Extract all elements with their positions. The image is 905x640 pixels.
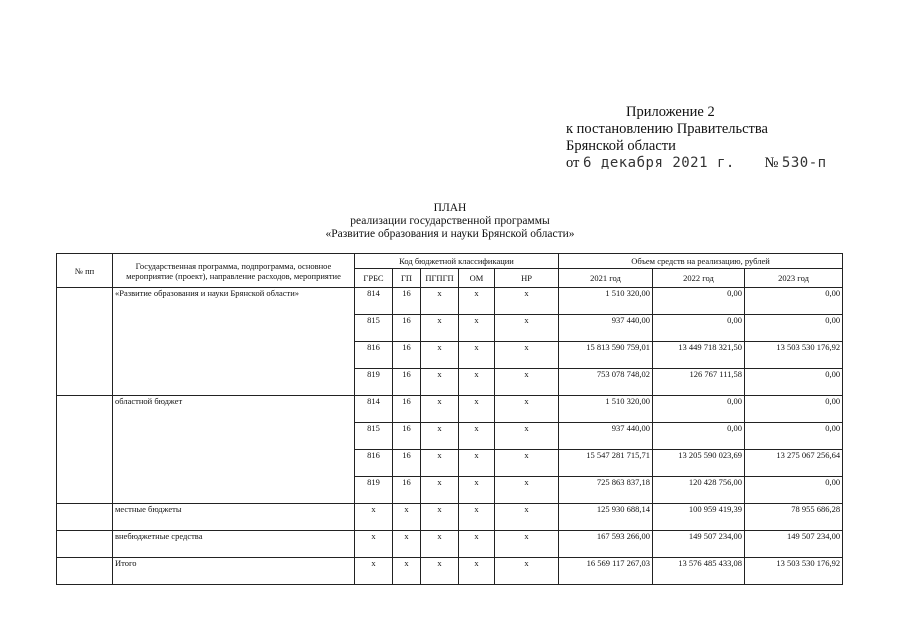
cell-gp: 16	[393, 396, 421, 423]
cell-2021: 167 593 266,00	[559, 531, 653, 558]
cell-2021: 16 569 117 267,03	[559, 558, 653, 585]
header-2022: 2022 год	[653, 269, 745, 288]
cell-gp: х	[393, 531, 421, 558]
cell-om: х	[459, 423, 495, 450]
cell-nr: х	[495, 477, 559, 504]
cell-2023: 78 955 686,28	[745, 504, 843, 531]
cell-2023: 13 503 530 176,92	[745, 558, 843, 585]
cell-grbs: х	[355, 504, 393, 531]
cell-grbs: х	[355, 558, 393, 585]
title-plan: ПЛАН	[433, 202, 467, 214]
cell-gp: х	[393, 558, 421, 585]
cell-2023: 0,00	[745, 369, 843, 396]
cell-2021: 1 510 320,00	[559, 288, 653, 315]
cell-om: х	[459, 288, 495, 315]
appendix-date-line	[566, 155, 827, 172]
cell-nr: х	[495, 342, 559, 369]
cell-num	[57, 531, 113, 558]
cell-grbs: 816	[355, 450, 393, 477]
date-prefix: от	[566, 155, 580, 171]
cell-pgp: х	[421, 369, 459, 396]
appendix-region-line: Брянской области	[566, 138, 676, 154]
header-2021: 2021 год	[559, 269, 653, 288]
cell-num	[57, 288, 113, 396]
appendix-title: Приложение 2	[626, 104, 715, 120]
header-pgp: ПГПГП	[421, 269, 459, 288]
date-value: 6 декабря 2021 г.	[583, 155, 735, 171]
cell-2023: 0,00	[745, 477, 843, 504]
cell-pgp: х	[421, 531, 459, 558]
cell-om: х	[459, 504, 495, 531]
cell-om: х	[459, 396, 495, 423]
cell-gp: 16	[393, 315, 421, 342]
cell-nr: х	[495, 423, 559, 450]
cell-om: х	[459, 315, 495, 342]
title-program-name: «Развитие образования и науки Брянской области»	[325, 228, 575, 240]
cell-nr: х	[495, 504, 559, 531]
number-value: 530-п	[781, 155, 827, 171]
cell-2023: 0,00	[745, 396, 843, 423]
header-name: Государственная программа, подпрограмма, основное мероприятие (проект), направление расходов, мероприятие	[113, 254, 355, 288]
table-row	[57, 396, 843, 423]
header-nr: НР	[495, 269, 559, 288]
cell-gp: х	[393, 504, 421, 531]
cell-grbs: 819	[355, 477, 393, 504]
document-title	[250, 202, 650, 241]
cell-2023: 0,00	[745, 423, 843, 450]
cell-2021: 15 547 281 715,71	[559, 450, 653, 477]
cell-name: Итого	[113, 558, 355, 585]
plan-table-body	[57, 288, 843, 585]
cell-2021: 1 510 320,00	[559, 396, 653, 423]
cell-pgp: х	[421, 396, 459, 423]
cell-pgp: х	[421, 504, 459, 531]
cell-2021: 125 930 688,14	[559, 504, 653, 531]
cell-2021: 753 078 748,02	[559, 369, 653, 396]
cell-nr: х	[495, 558, 559, 585]
cell-2021: 937 440,00	[559, 423, 653, 450]
cell-om: х	[459, 369, 495, 396]
cell-nr: х	[495, 288, 559, 315]
table-row	[57, 531, 843, 558]
cell-grbs: х	[355, 531, 393, 558]
cell-gp: 16	[393, 450, 421, 477]
header-num: № пп	[57, 254, 113, 288]
cell-nr: х	[495, 369, 559, 396]
cell-2021: 15 813 590 759,01	[559, 342, 653, 369]
appendix-header	[566, 104, 827, 172]
cell-pgp: х	[421, 423, 459, 450]
table-row	[57, 288, 843, 315]
cell-2023: 0,00	[745, 288, 843, 315]
cell-gp: 16	[393, 342, 421, 369]
cell-grbs: 819	[355, 369, 393, 396]
cell-2021: 937 440,00	[559, 315, 653, 342]
cell-2022: 149 507 234,00	[653, 531, 745, 558]
header-volume-group: Объем средств на реализацию, рублей	[559, 254, 843, 269]
cell-2023: 13 503 530 176,92	[745, 342, 843, 369]
table-row	[57, 558, 843, 585]
cell-grbs: 814	[355, 288, 393, 315]
cell-2022: 126 767 111,58	[653, 369, 745, 396]
number-label: №	[764, 155, 779, 171]
cell-grbs: 814	[355, 396, 393, 423]
cell-num	[57, 504, 113, 531]
cell-om: х	[459, 342, 495, 369]
cell-name: «Развитие образования и науки Брянской области»	[113, 288, 355, 396]
cell-2022: 0,00	[653, 396, 745, 423]
cell-grbs: 815	[355, 423, 393, 450]
cell-2022: 13 576 485 433,08	[653, 558, 745, 585]
cell-pgp: х	[421, 477, 459, 504]
cell-2022: 13 449 718 321,50	[653, 342, 745, 369]
cell-2022: 0,00	[653, 315, 745, 342]
cell-gp: 16	[393, 423, 421, 450]
cell-2022: 0,00	[653, 288, 745, 315]
cell-grbs: 815	[355, 315, 393, 342]
title-subtitle: реализации государственной программы	[350, 215, 550, 227]
cell-num	[57, 558, 113, 585]
cell-2022: 13 205 590 023,69	[653, 450, 745, 477]
cell-om: х	[459, 450, 495, 477]
cell-nr: х	[495, 531, 559, 558]
appendix-decree-line: к постановлению Правительства	[566, 121, 768, 137]
header-gp: ГП	[393, 269, 421, 288]
table-row	[57, 504, 843, 531]
plan-table	[56, 253, 843, 585]
header-grbs: ГРБС	[355, 269, 393, 288]
cell-nr: х	[495, 396, 559, 423]
cell-pgp: х	[421, 558, 459, 585]
cell-nr: х	[495, 450, 559, 477]
cell-2022: 100 959 419,39	[653, 504, 745, 531]
cell-pgp: х	[421, 288, 459, 315]
header-om: ОМ	[459, 269, 495, 288]
cell-nr: х	[495, 315, 559, 342]
cell-gp: 16	[393, 288, 421, 315]
cell-num	[57, 396, 113, 504]
cell-name: областной бюджет	[113, 396, 355, 504]
cell-om: х	[459, 531, 495, 558]
cell-gp: 16	[393, 477, 421, 504]
cell-pgp: х	[421, 315, 459, 342]
cell-om: х	[459, 477, 495, 504]
cell-name: местные бюджеты	[113, 504, 355, 531]
cell-name: внебюджетные средства	[113, 531, 355, 558]
cell-pgp: х	[421, 450, 459, 477]
cell-2023: 13 275 067 256,64	[745, 450, 843, 477]
cell-grbs: 816	[355, 342, 393, 369]
cell-pgp: х	[421, 342, 459, 369]
cell-2022: 120 428 756,00	[653, 477, 745, 504]
cell-gp: 16	[393, 369, 421, 396]
cell-2021: 725 863 837,18	[559, 477, 653, 504]
cell-2023: 0,00	[745, 315, 843, 342]
header-2023: 2023 год	[745, 269, 843, 288]
cell-2022: 0,00	[653, 423, 745, 450]
cell-2023: 149 507 234,00	[745, 531, 843, 558]
cell-om: х	[459, 558, 495, 585]
header-code-group: Код бюджетной классификации	[355, 254, 559, 269]
